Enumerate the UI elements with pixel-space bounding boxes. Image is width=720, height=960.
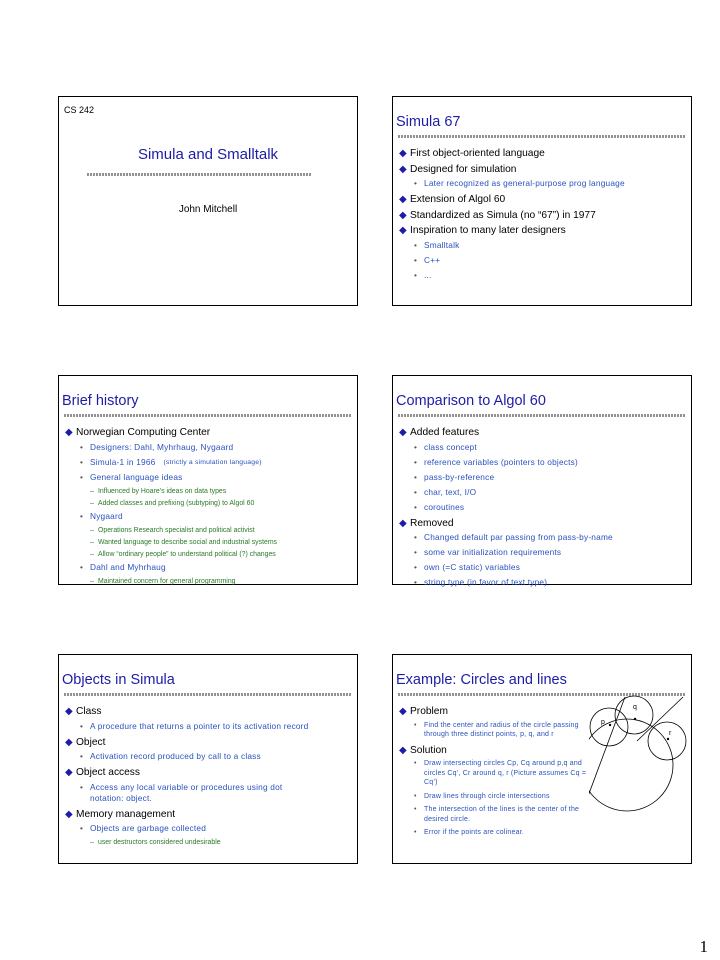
sub-bullet-note: (strictly a simulation language): [163, 458, 262, 466]
sub-sub-bullet-text: user destructors considered undesirable: [98, 839, 221, 846]
sub-bullet-text: Find the center and radius of the circle passing through three distinct points, p, q, and r: [424, 721, 579, 738]
sub-bullet: [80, 562, 353, 573]
sub-bullet-text: General language ideas: [90, 471, 183, 482]
sub-bullet: [80, 751, 353, 762]
sub-bullet-text: Draw intersecting circles Cp, Cq around p,q and circles Cq’, Cr around q, r (Picture assumes Cq = Cq’): [424, 760, 587, 786]
sub-bullet: [414, 255, 687, 266]
diamond-bullet-icon: ◆: [65, 736, 73, 748]
dot-bullet-icon: •: [414, 239, 418, 250]
slide-comparison-algol: [392, 375, 692, 585]
sub-bullet: [414, 721, 591, 740]
sub-bullet: [80, 721, 353, 732]
bullet: [65, 808, 353, 821]
sub-bullet-text: Dahl and Myhrhaug: [90, 561, 166, 572]
sub-bullet: [414, 270, 687, 281]
sub-sub-bullet: [90, 499, 353, 508]
sub-bullet: [80, 472, 353, 483]
bullet: [65, 766, 353, 779]
dot-bullet-icon: •: [80, 823, 84, 833]
dash-bullet-icon: –: [90, 499, 94, 507]
diamond-bullet-icon: ◆: [399, 225, 407, 236]
sub-bullet: [414, 547, 687, 558]
bullet-text: Object: [76, 736, 106, 748]
diamond-bullet-icon: ◆: [399, 706, 407, 717]
bullet: [399, 193, 687, 206]
point-p: [609, 724, 611, 726]
sub-sub-bullet: [90, 838, 353, 847]
slide-simula-67: [392, 96, 692, 306]
dot-bullet-icon: •: [80, 561, 84, 572]
sub-sub-bullet: [90, 487, 353, 496]
dot-bullet-icon: •: [80, 441, 84, 452]
sub-sub-bullet-text: Added classes and prefixing (subtyping) to Algol 60: [98, 499, 255, 507]
dot-bullet-icon: •: [80, 781, 84, 792]
bullet: [399, 163, 687, 176]
dot-bullet-icon: •: [414, 178, 418, 188]
sub-bullet: [414, 502, 687, 513]
dot-bullet-icon: •: [80, 471, 84, 482]
bullet: [399, 426, 687, 439]
bullet: [399, 744, 591, 757]
dash-bullet-icon: –: [90, 577, 94, 585]
sub-bullet-text: Activation record produced by call to a class: [90, 751, 261, 761]
sub-bullet-text: Simula-1 in 1966: [90, 456, 156, 467]
sub-bullet-text: Error if the points are colinear.: [424, 829, 524, 836]
sub-bullet: [414, 805, 591, 824]
sub-bullet-text: some var initialization requirements: [424, 547, 562, 557]
dot-bullet-icon: •: [414, 721, 417, 729]
slide-title: Objects in Simula: [62, 672, 175, 688]
dot-bullet-icon: •: [414, 806, 417, 813]
slide-objects-in-simula: [58, 654, 358, 864]
sub-bullet-text: char, text, I/O: [424, 486, 477, 497]
bullet: [399, 224, 687, 237]
dash-bullet-icon: –: [90, 839, 94, 846]
dot-bullet-icon: •: [414, 562, 418, 572]
line-2: [637, 697, 683, 741]
bullet-text: Removed: [410, 517, 454, 529]
sub-bullet: [414, 240, 687, 251]
sub-bullet: [414, 532, 687, 543]
sub-bullet: [414, 487, 687, 498]
bullet-text: Class: [76, 706, 102, 717]
sub-bullet-text: Draw lines through circle intersections: [424, 792, 550, 800]
sub-bullet: [414, 759, 591, 788]
circle-cq: [615, 696, 653, 734]
sub-bullet-text: Designers: Dahl, Myhrhaug, Nygaard: [90, 441, 234, 452]
label-r: r: [669, 730, 672, 737]
sub-bullet-text: Changed default par passing from pass-by-name: [424, 532, 613, 542]
diamond-bullet-icon: ◆: [399, 194, 407, 205]
dot-bullet-icon: •: [414, 471, 418, 482]
sub-bullet: [80, 457, 353, 468]
sub-bullet-text: pass-by-reference: [424, 471, 495, 482]
sub-bullet-text: ...: [424, 269, 432, 280]
sub-bullet-text: string type (in favor of text type): [424, 577, 548, 587]
sub-sub-bullet-text: Wanted language to describe social and industrial systems: [98, 538, 277, 546]
sub-bullet-text: reference variables (pointers to objects): [424, 456, 578, 467]
dot-bullet-icon: •: [80, 510, 84, 521]
slide-title-page: [58, 96, 358, 306]
dot-bullet-icon: •: [414, 501, 418, 512]
sub-bullet-text: Later recognized as general-purpose prog language: [424, 178, 625, 188]
author: John Mitchell: [178, 204, 238, 215]
diamond-bullet-icon: ◆: [399, 427, 407, 438]
dot-bullet-icon: •: [414, 829, 417, 836]
dot-bullet-icon: •: [414, 547, 418, 557]
slide-title: Comparison to Algol 60: [396, 393, 546, 409]
bullet-text: Solution: [410, 744, 447, 756]
sub-sub-bullet: [90, 550, 353, 559]
diamond-bullet-icon: ◆: [65, 706, 73, 717]
title-rule: [64, 693, 352, 696]
title-rule: [398, 135, 686, 138]
point-q: [634, 718, 636, 720]
dot-bullet-icon: •: [80, 456, 84, 467]
sub-bullet-text: class concept: [424, 441, 477, 452]
bullet-text: Problem: [410, 706, 448, 717]
sub-bullet-text: C++: [424, 254, 441, 265]
bullet-text: Memory management: [76, 808, 176, 820]
slide-title: Simula and Smalltalk: [137, 146, 279, 163]
sub-bullet: [414, 442, 687, 453]
sub-bullet-text: Objects are garbage collected: [90, 823, 207, 833]
sub-bullet: [414, 472, 687, 483]
diamond-bullet-icon: ◆: [399, 209, 407, 221]
dot-bullet-icon: •: [414, 577, 418, 587]
sub-bullet-text: Nygaard: [90, 510, 123, 521]
dash-bullet-icon: –: [90, 526, 94, 534]
dash-bullet-icon: –: [90, 538, 94, 546]
sub-bullet: [80, 823, 353, 834]
dot-bullet-icon: •: [414, 532, 418, 542]
diamond-bullet-icon: ◆: [65, 767, 73, 778]
bullet-text: First object-oriented language: [410, 148, 545, 159]
label-p: p: [601, 719, 605, 726]
bullet-text: Norwegian Computing Center: [76, 427, 211, 438]
dot-bullet-icon: •: [414, 254, 418, 265]
bullet: [399, 705, 591, 718]
dot-bullet-icon: •: [414, 760, 417, 767]
sub-bullet: [414, 178, 687, 189]
diamond-bullet-icon: ◆: [399, 517, 407, 529]
circles-diagram: [589, 691, 689, 821]
dot-bullet-icon: •: [414, 486, 418, 497]
point-r: [667, 738, 669, 740]
circle-result: [589, 719, 673, 811]
title-rule: [398, 414, 686, 417]
sub-bullet-text: coroutines: [424, 501, 465, 512]
bullet-text: Added features: [410, 427, 480, 438]
slide-title: Simula 67: [396, 114, 461, 130]
sub-bullet: [80, 511, 353, 522]
dot-bullet-icon: •: [414, 269, 418, 280]
sub-sub-bullet: [90, 538, 353, 547]
dot-bullet-icon: •: [414, 441, 418, 452]
dash-bullet-icon: –: [90, 487, 94, 495]
sub-bullet-text: Access any local variable or procedures using dot notation: object.: [90, 781, 283, 803]
dot-bullet-icon: •: [80, 720, 84, 731]
sub-bullet: [80, 442, 353, 453]
bullet-text: Extension of Algol 60: [410, 194, 506, 205]
dot-bullet-icon: •: [80, 751, 84, 761]
sub-sub-bullet-text: Operations Research specialist and political activist: [98, 526, 255, 534]
label-q: q: [633, 704, 637, 711]
sub-sub-bullet: [90, 577, 353, 586]
sub-bullet: [414, 562, 687, 573]
bullet: [399, 209, 687, 222]
slide-circles-and-lines: [392, 654, 692, 864]
sub-sub-bullet: [90, 526, 353, 535]
sub-sub-bullet-text: Maintained concern for general programming: [98, 577, 236, 585]
bullet: [65, 736, 353, 749]
sub-bullet-text: Smalltalk: [424, 239, 460, 250]
title-rule: [64, 414, 352, 417]
sub-bullet-text: The intersection of the lines is the center of the desired circle.: [424, 806, 580, 823]
diamond-bullet-icon: ◆: [65, 427, 73, 438]
sub-bullet: [414, 577, 687, 588]
diamond-bullet-icon: ◆: [399, 163, 407, 175]
dot-bullet-icon: •: [414, 456, 418, 467]
dash-bullet-icon: –: [90, 550, 94, 558]
bullet-text: Inspiration to many later designers: [410, 225, 566, 236]
bullet-text: Object access: [76, 767, 140, 778]
course-label: CS 242: [64, 105, 95, 115]
sub-bullet-text: own (=C static) variables: [424, 562, 521, 572]
dot-bullet-icon: •: [414, 792, 417, 800]
bullet: [65, 426, 353, 439]
diamond-bullet-icon: ◆: [65, 808, 73, 820]
sub-sub-bullet-text: Allow “ordinary people” to understand political (?) changes: [98, 550, 276, 558]
sub-bullet: [414, 457, 687, 468]
sub-sub-bullet-text: Influenced by Hoare’s ideas on data types: [98, 487, 227, 495]
bullet: [399, 147, 687, 160]
sub-bullet: [80, 782, 353, 804]
bullet-text: Standardized as Simula (no “67”) in 1977: [410, 209, 596, 221]
sub-bullet: [414, 828, 591, 838]
page-number: 1: [699, 937, 708, 956]
bullet-text: Designed for simulation: [410, 163, 517, 175]
slide-title: Brief history: [62, 393, 139, 409]
slide-title: Example: Circles and lines: [396, 672, 567, 688]
sub-bullet-text: A procedure that returns a pointer to its activation record: [90, 720, 309, 731]
bullet: [65, 705, 353, 718]
slide-brief-history: [58, 375, 358, 585]
diamond-bullet-icon: ◆: [399, 148, 407, 159]
bullet: [399, 517, 687, 530]
diamond-bullet-icon: ◆: [399, 744, 407, 756]
sub-bullet: [414, 792, 591, 802]
title-rule: [87, 173, 312, 176]
